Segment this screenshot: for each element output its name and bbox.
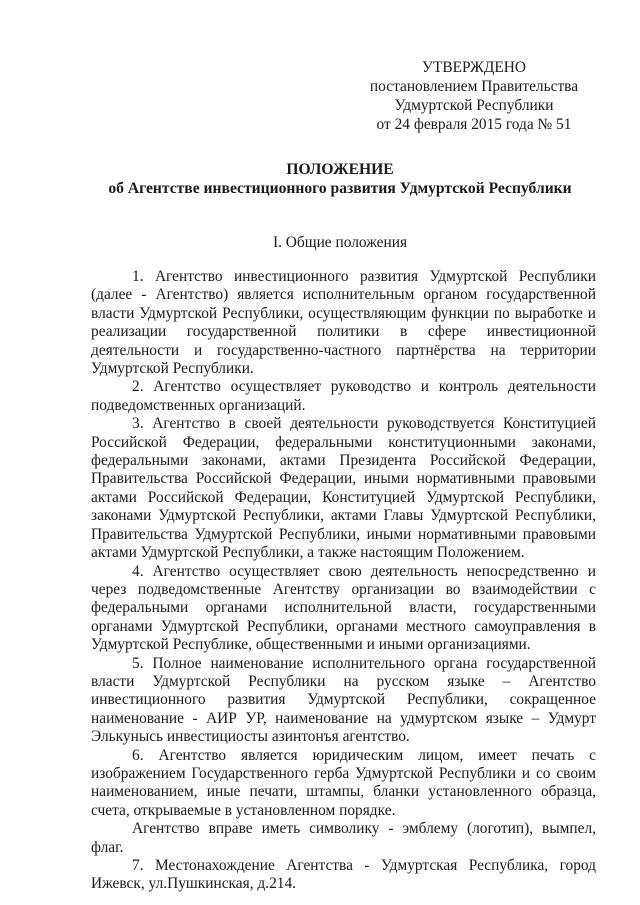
paragraph-2: 2. Агентство осуществляет руководство и контроль деятельности подведомственных организаций. (91, 378, 596, 414)
approval-region: Удмуртской Республики (394, 97, 554, 114)
document-body (91, 268, 596, 894)
paragraph-7: 7. Местонахождение Агентства - Удмуртская Республика, город Ижевск, ул.Пушкинская, д.214. (91, 857, 596, 893)
document-title (60, 160, 620, 198)
paragraph-6: 6. Агентство является юридическим лицом, имеет печать с изображением Государственного герба Удмуртской Республики и со своим наименованием, иные печати, штампы, бланки установленного образца, счета, открываемые в установленном порядке. (91, 746, 596, 819)
section-heading: I. Общие положения (272, 234, 408, 251)
paragraph-1: 1. Агентство инвестиционного развития Удмуртской Республики (далее - Агентство) является исполнительным органом государственной власти Удмуртской Республики, осуществляющим функции по выработке и реализации государственной политики в сфере инвестиционной деятельности и государственно-частного партнёрства на территории Удмуртской Республики. (91, 268, 596, 378)
approval-date: от 24 февраля 2015 года № 51 (376, 116, 572, 133)
approval-authority: постановлением Правительства (369, 78, 579, 95)
approval-title: УТВЕРЖДЕНО (422, 59, 526, 76)
document-title-subtitle: об Агентстве инвестиционного развития Удмуртской Республики (108, 180, 572, 197)
paragraph-3: 3. Агентство в своей деятельности руководствуется Конституцией Российской Федерации, федеральными конституционными законами, федеральными законами, актами Президента Российской Федерации, Правительства Российской Федерации, иными нормативными правовыми актами Российской Федерации, Конституцией Удмуртской Республики, законами Удмуртской Республики, актами Главы Удмуртской Республики, Правительства Удмуртской Республики, иными нормативными правовыми актами Удмуртской Республики, а также настоящим Положением. (91, 415, 596, 562)
paragraph-6-symbolics: Агентство вправе иметь символику - эмблему (логотип), вымпел, флаг. (91, 820, 596, 856)
paragraph-5: 5. Полное наименование исполнительного органа государственной власти Удмуртской Республики на русском языке – Агентство инвестиционного развития Удмуртской Республики, сокращенное наименование - АИР УР, наименование на удмуртском языке – Удмурт Элькунысь инвестициосты азинтонъя агентство. (91, 654, 596, 746)
paragraph-4: 4. Агентство осуществляет свою деятельность непосредственно и через подведомственные Агентству организации во взаимодействии с федеральными органами исполнительной власти, государственными органами Удмуртской Республики, органами местного самоуправления в Удмуртской Республике, общественными и иными организациями. (91, 562, 596, 654)
document-title-main: ПОЛОЖЕНИЕ (286, 161, 394, 178)
approval-stamp (360, 58, 588, 134)
